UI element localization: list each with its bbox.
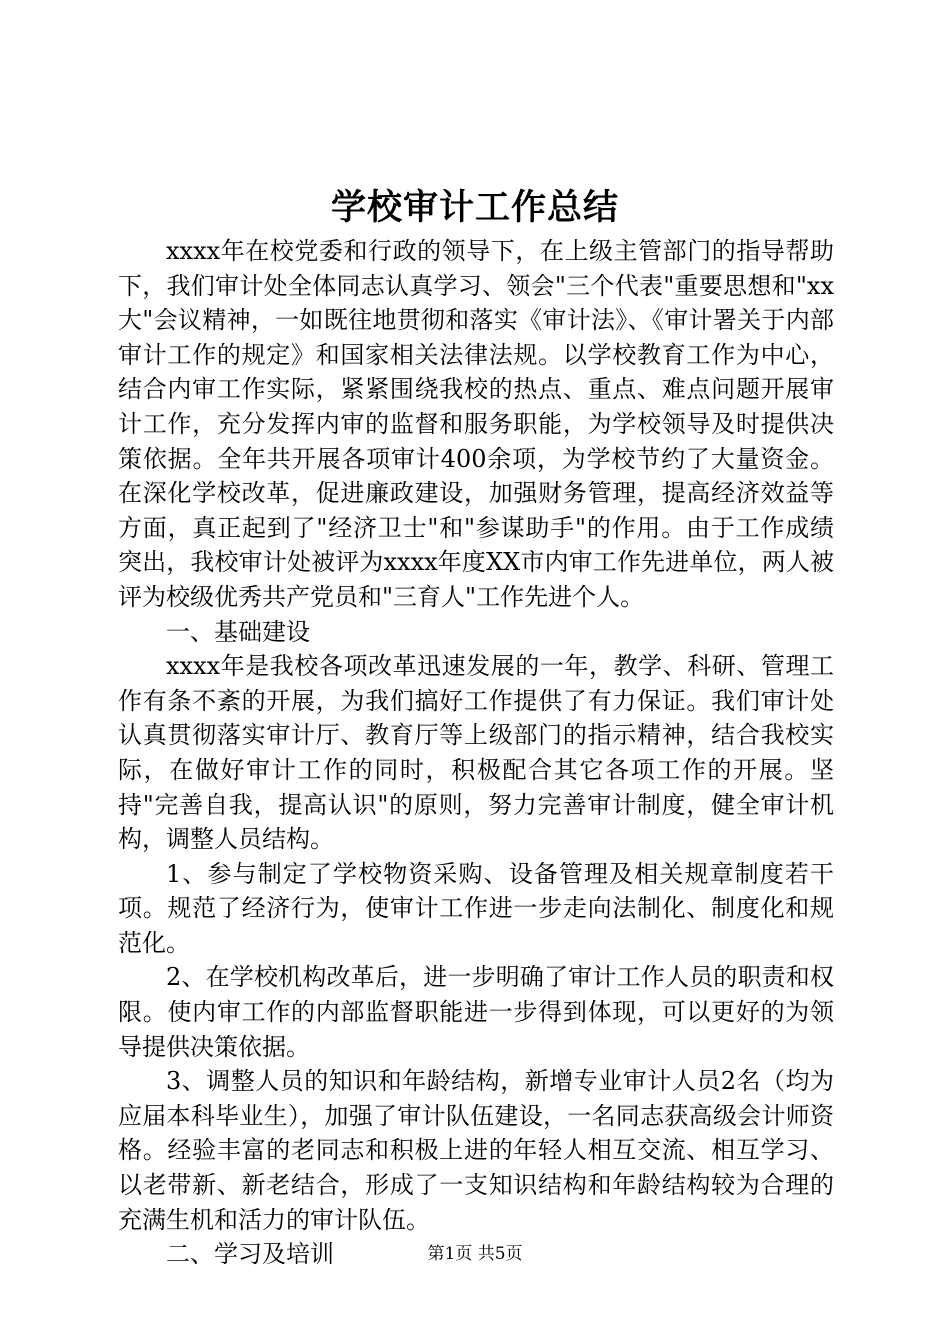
paragraph-basic-construction: xxxx年是我校各项改革迅速发展的一年，教学、科研、管理工作有条不紊的开展，为我们搞好工作提供了有力保证。我们审计处认真贯彻落实审计厅、教育厅等上级部门的指示精神，结合我校实际，在做好审计工作的同时，积极配合其它各项工作的开展。坚持"完善自我，提高认识"的原则，努力完善审计制度，健全审计机构，调整人员结构。 [118,652,834,854]
document-body [118,234,834,1272]
paragraph-intro: xxxx年在校党委和行政的领导下，在上级主管部门的指导帮助下，我们审计处全体同志认真学习、领会"三个代表"重要思想和"xx大"会议精神，一如既往地贯彻和落实《审计法》、《审计署关于内部审计工作的规定》和国家相关法律法规。以学校教育工作为中心，结合内审工作实际，紧紧围绕我校的热点、重点、难点问题开展审计工作，充分发挥内审的监督和服务职能，为学校领导及时提供决策依据。全年共开展各项审计400余项，为学校节约了大量资金。在深化学校改革，促进廉政建设，加强财务管理，提高经济效益等方面，真正起到了"经济卫士"和"参谋助手"的作用。由于工作成绩突出，我校审计处被评为xxxx年度XX市内审工作先进单位，两人被评为校级优秀共产党员和"三育人"工作先进个人。 [118,237,834,611]
section-heading-study-training: 二、学习及培训 [166,1240,334,1269]
document-title: 学校审计工作总结 [330,187,619,228]
list-item-1: 1、参与制定了学校物资采购、设备管理及相关规章制度若干项。规范了经济行为，使审计工作进一步走向法制化、制度化和规范化。 [118,859,834,957]
section-heading-basic-construction: 一、基础建设 [166,617,310,646]
page-number-footer: 第1页 共5页 [427,1244,523,1264]
list-item-2: 2、在学校机构改革后，进一步明确了审计工作人员的职责和权限。使内审工作的内部监督职能进一步得到体现，可以更好的为领导提供决策依据。 [118,963,834,1061]
list-item-3: 3、调整人员的知识和年龄结构，新增专业审计人员2名（均为应届本科毕业生），加强了审计队伍建设，一名同志获高级会计师资格。经验丰富的老同志和积极上进的年轻人相互交流、相互学习、以老带新、新老结合，形成了一支知识结构和年龄结构较为合理的充满生机和活力的审计队伍。 [118,1067,834,1234]
